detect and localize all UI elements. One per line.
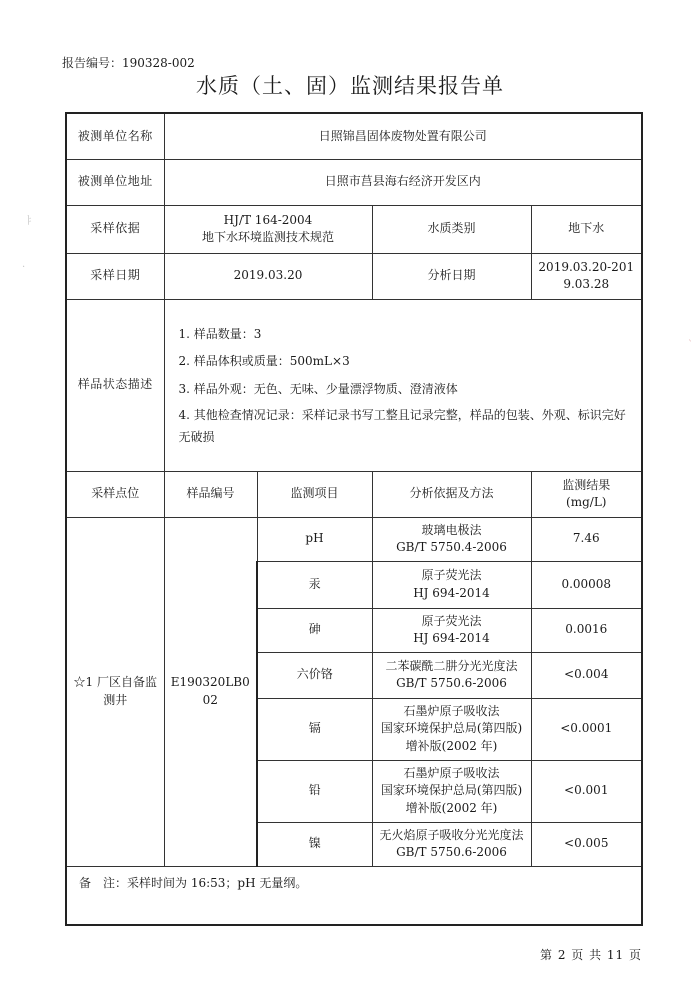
unit-address-value: 日照市莒县海右经济开发区内 <box>164 159 642 205</box>
method-line: 二苯碳酰二肼分光光度法 <box>385 658 518 673</box>
method-line: 原子荧光法 <box>421 613 482 628</box>
result-item: 镉 <box>257 698 372 760</box>
method-line: HJ 694-2014 <box>413 631 490 645</box>
unit-name-row <box>66 113 642 159</box>
basis-row <box>66 205 642 253</box>
method-line: 原子荧光法 <box>421 568 482 583</box>
method-line: GB/T 5750.6-2006 <box>396 845 507 859</box>
result-value: <0.005 <box>531 822 642 866</box>
result-method <box>372 652 531 698</box>
result-value: <0.001 <box>531 760 642 822</box>
water-type-value: 地下水 <box>531 205 642 253</box>
result-method <box>372 760 531 822</box>
result-item: 六价铬 <box>257 652 372 698</box>
sample-state-item: 2. 样品体积或质量：500mL×3 <box>178 354 350 369</box>
analysis-date-label: 分析日期 <box>372 253 531 299</box>
sampling-date-value: 2019.03.20 <box>164 253 372 299</box>
scan-mark: · <box>22 262 26 273</box>
method-line: 玻璃电极法 <box>421 522 482 537</box>
sample-state-item: 3. 样品外观：无色、无味、少量漂浮物质、澄清液体 <box>178 382 458 396</box>
scan-mark: ㅑ <box>24 216 34 227</box>
seal-mark: ˋ <box>688 340 693 351</box>
document-title: 水质（土、固）监测结果报告单 <box>196 74 504 98</box>
result-item: 汞 <box>257 561 372 608</box>
method-line: 增补版(2002 年) <box>405 738 498 753</box>
sample-state-item: 4. 其他检查情况记录：采样记录书写工整且记录完整，样品的包装、外观、标识完好无破损 <box>178 407 626 445</box>
result-value: 7.46 <box>531 517 642 561</box>
basis-label: 采样依据 <box>66 205 164 253</box>
sample-state-list <box>164 299 642 471</box>
result-method <box>372 698 531 760</box>
sample-state-label: 样品状态描述 <box>66 299 164 471</box>
water-type-label: 水质类别 <box>372 205 531 253</box>
result-value: 0.00008 <box>531 561 642 608</box>
method-line: HJ 694-2014 <box>413 585 490 600</box>
sample-state-row <box>66 299 642 471</box>
unit-address-row <box>66 159 642 205</box>
date-row <box>66 253 642 299</box>
result-value: <0.0001 <box>531 698 642 760</box>
method-line: 石墨炉原子吸收法 <box>403 765 500 780</box>
results-header-row <box>66 471 642 517</box>
header-result-line: 监测结果 <box>562 477 611 492</box>
report-table <box>65 112 643 926</box>
result-value: <0.004 <box>531 652 642 698</box>
header-point: 采样点位 <box>66 471 164 517</box>
sample-state-item: 1. 样品数量：3 <box>178 326 262 341</box>
method-line: 国家环境保护总局(第四版) <box>380 721 523 736</box>
basis-line: HJ/T 164-2004 <box>223 212 313 227</box>
remark-row <box>66 866 642 925</box>
result-method <box>372 517 531 561</box>
method-line: 无火焰原子吸收分光光度法 <box>379 827 524 842</box>
analysis-date-value: 2019.03.20-2019.03.28 <box>531 253 642 299</box>
sample-number: E190320LB002 <box>164 517 257 866</box>
method-line: GB/T 5750.4-2006 <box>396 540 507 554</box>
result-value: 0.0016 <box>531 608 642 652</box>
page-number: 第 2 页 共 11 页 <box>540 948 642 962</box>
header-item: 监测项目 <box>257 471 372 517</box>
result-item: 铅 <box>257 760 372 822</box>
method-line: GB/T 5750.6-2006 <box>396 676 507 690</box>
method-line: 增补版(2002 年) <box>405 800 498 815</box>
method-line: 国家环境保护总局(第四版) <box>380 783 523 798</box>
result-item: pH <box>257 517 372 561</box>
header-result-line: (mg/L) <box>566 495 607 509</box>
result-item: 镍 <box>257 822 372 866</box>
header-result <box>531 471 642 517</box>
unit-name-label: 被测单位名称 <box>66 113 164 159</box>
method-line: 石墨炉原子吸收法 <box>403 703 500 718</box>
result-item: 砷 <box>257 608 372 652</box>
remark: 备 注：采样时间为 16:53；pH 无量纲。 <box>66 866 642 925</box>
sampling-date-label: 采样日期 <box>66 253 164 299</box>
result-method <box>372 608 531 652</box>
result-method <box>372 822 531 866</box>
header-sample-no: 样品编号 <box>164 471 257 517</box>
unit-name-value: 日照锦昌固体废物处置有限公司 <box>164 113 642 159</box>
unit-address-label: 被测单位地址 <box>66 159 164 205</box>
basis-value <box>164 205 372 253</box>
basis-line: 地下水环境监测技术规范 <box>201 230 334 244</box>
header-method: 分析依据及方法 <box>372 471 531 517</box>
result-method <box>372 561 531 608</box>
result-row <box>66 517 642 561</box>
sampling-point: ☆1 厂区自备监测井 <box>66 517 164 866</box>
report-number: 报告编号：190328-002 <box>62 56 195 70</box>
